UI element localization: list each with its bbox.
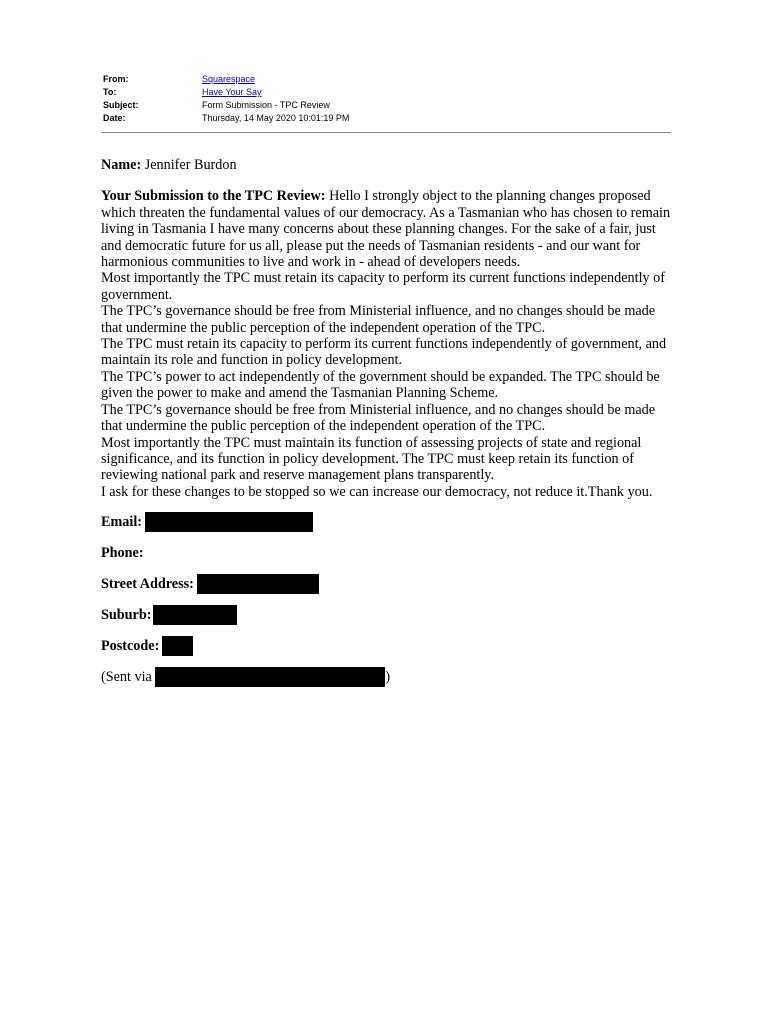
sent-via-redaction: [155, 667, 385, 687]
name-label: Name:: [101, 157, 142, 173]
suburb-field: [101, 607, 673, 638]
postcode-redaction: [162, 636, 193, 656]
submission-paragraph: I ask for these changes to be stopped so we can increase our democracy, not reduce it.Thank you.: [101, 483, 653, 500]
postcode-field: [101, 638, 673, 669]
submission-paragraph: Most importantly the TPC must maintain its function of assessing projects of state and regional significance, and its function in policy development. The TPC must keep retain its function of reviewing national park and reserve management plans transparently.: [101, 434, 642, 484]
street-address-redaction: [197, 574, 319, 594]
submission-paragraph: The TPC must retain its capacity to perform its current functions independently of government, and maintain its role and function in policy development.: [101, 336, 667, 369]
header-divider: [101, 132, 671, 133]
submission-label: Your Submission to the TPC Review:: [101, 188, 326, 205]
submission-paragraph: Your Submission to the TPC Review: Hello I strongly object to the planning changes proposed which threaten the fundamental values of our democracy. As a Tasmanian who has chosen to remain living in Tasmania I have many concerns about these planning changes. For the sake of a fair, just and democratic future for us all, please put the needs of Tasmanian residents - and our want for harmonious communities to live and work in - ahead of developers needs.: [101, 188, 671, 271]
from-row: [103, 73, 349, 86]
email-label: Email:: [101, 514, 142, 531]
to-row: [103, 86, 349, 99]
submission-paragraph: Most importantly the TPC must retain its capacity to perform its current functions independently of government.: [101, 270, 665, 303]
sent-via-suffix: ): [385, 669, 391, 686]
street-address-label: Street Address:: [101, 576, 194, 593]
submission-paragraph: The TPC’s power to act independently of the government should be expanded. The TPC should be given the power to make and amend the Tasmanian Planning Scheme.: [101, 368, 660, 402]
suburb-label: Suburb:: [101, 607, 152, 624]
suburb-redaction: [153, 605, 237, 625]
sent-via-prefix: (Sent via: [101, 669, 156, 686]
date-value: Thursday, 14 May 2020 10:01:19 PM: [202, 113, 350, 123]
date-label: Date:: [103, 113, 126, 123]
from-link[interactable]: Squarespace: [202, 74, 256, 84]
sent-via-line: [101, 669, 673, 700]
subject-label: Subject:: [103, 100, 139, 110]
email-header: [103, 73, 349, 125]
submission-paragraph: The TPC’s governance should be free from Ministerial influence, and no changes should be made that undermine the public perception of the independent operation of the TPC.: [101, 401, 656, 435]
phone-field: [101, 545, 673, 576]
to-label: To:: [103, 87, 117, 97]
email-redaction: [145, 512, 313, 532]
from-label: From:: [103, 74, 129, 84]
phone-label: Phone:: [101, 545, 144, 562]
name-value: Jennifer Burdon: [141, 157, 237, 173]
to-link[interactable]: Have Your Say: [202, 87, 262, 97]
postcode-label: Postcode:: [101, 638, 160, 655]
street-address-field: [101, 576, 673, 607]
date-row: [103, 112, 349, 125]
email-field: [101, 514, 673, 545]
name-line: [101, 157, 673, 173]
subject-row: [103, 99, 349, 112]
message-body: [101, 157, 673, 700]
subject-value: Form Submission - TPC Review: [202, 100, 330, 110]
submission-paragraph: The TPC’s governance should be free from Ministerial influence, and no changes should be made that undermine the public perception of the independent operation of the TPC.: [101, 303, 656, 336]
submission-text: [101, 188, 673, 500]
